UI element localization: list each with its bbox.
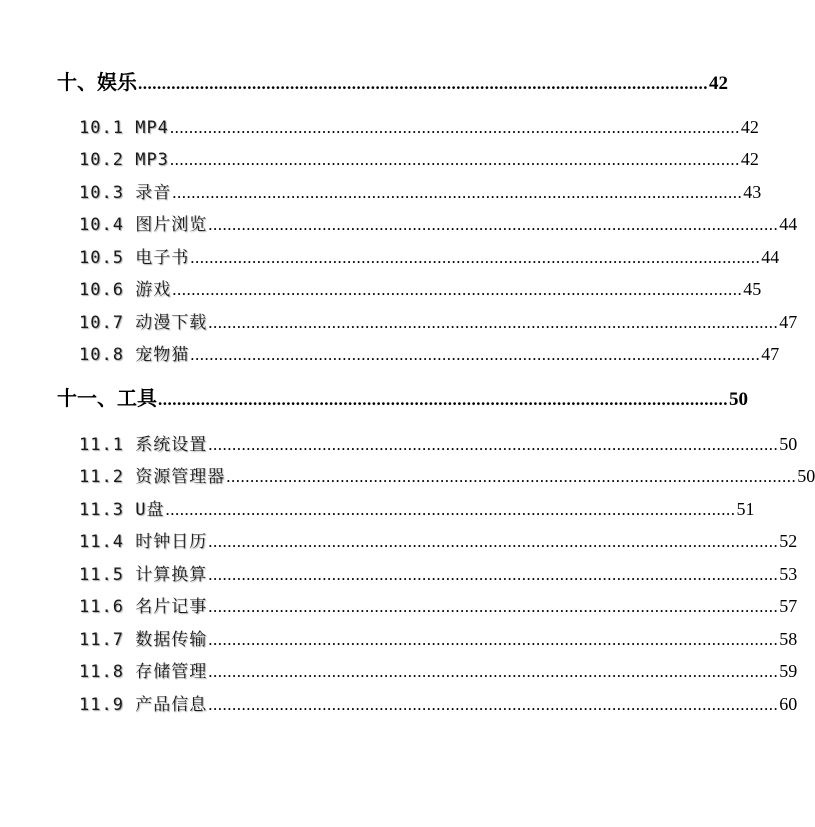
section-label: 10.5 电子书 [79,248,190,268]
section-label: 10.2 MP3 [79,150,169,170]
toc-section[interactable] [79,496,755,520]
page-number: 58 [779,629,798,649]
section-label: 11.8 存储管理 [79,662,208,682]
toc-section[interactable] [79,528,798,552]
dot-leader: ........................................................................................................................ [208,215,779,234]
page-number: 44 [779,214,798,234]
section-label: 11.2 资源管理器 [79,467,226,487]
page-number: 57 [779,596,798,616]
dot-leader: ........................................................................................................................ [208,435,779,454]
page-number: 59 [779,661,798,681]
dot-leader: ........................................................................................................................ [190,248,761,267]
dot-leader: ........................................................................................................................ [208,630,779,649]
page-number: 47 [761,344,780,364]
page-number: 52 [779,531,798,551]
page-number: 42 [709,73,728,94]
page-number: 44 [761,247,780,267]
page-number: 50 [779,434,798,454]
page-number: 42 [740,149,759,169]
section-label: 11.5 计算换算 [79,565,208,585]
dot-leader: ........................................................................................................................ [226,467,797,486]
dot-leader: ........................................................................................................................ [138,74,708,93]
dot-leader: ........................................................................................................................ [172,280,743,299]
section-label: 11.4 时钟日历 [79,532,208,552]
section-label: 10.1 MP4 [79,118,169,138]
dot-leader: ........................................................................................................................ [190,345,761,364]
toc-section[interactable] [79,211,798,235]
page-number: 50 [797,466,815,486]
toc-section[interactable] [79,114,759,138]
page-number: 42 [740,117,759,137]
page-number: 53 [779,564,798,584]
toc-chapter-10[interactable] [57,67,728,95]
page-number: 47 [779,312,798,332]
section-label: 11.1 系统设置 [79,435,208,455]
dot-leader: ........................................................................................................................ [169,118,740,137]
dot-leader: ........................................................................................................................ [165,500,736,519]
section-label: 10.6 游戏 [79,280,172,300]
toc-section[interactable] [79,626,798,650]
chapter-title: 十一、工具 [57,386,157,410]
dot-leader: ........................................................................................................................ [208,662,779,681]
section-label: 10.7 动漫下载 [79,313,208,333]
dot-leader: ........................................................................................................................ [208,565,779,584]
toc-section[interactable] [79,691,798,715]
dot-leader: ........................................................................................................................ [172,183,743,202]
toc-section[interactable] [79,658,798,682]
page-number: 51 [736,499,755,519]
toc-section[interactable] [79,341,780,365]
page-number: 45 [743,279,762,299]
toc-section[interactable] [79,561,798,585]
toc-section[interactable] [79,179,762,203]
section-label: 11.6 名片记事 [79,597,208,617]
dot-leader: ........................................................................................................................ [208,532,779,551]
toc-section[interactable] [79,309,798,333]
dot-leader: ........................................................................................................................ [208,597,779,616]
dot-leader: ........................................................................................................................ [169,150,740,169]
page-number: 50 [729,389,748,410]
section-label: 10.4 图片浏览 [79,215,208,235]
toc-chapter-11[interactable] [57,383,748,411]
toc-section[interactable] [79,146,759,170]
dot-leader: ........................................................................................................................ [208,313,779,332]
chapter-title: 十、娱乐 [57,70,137,94]
toc-section[interactable] [79,244,780,268]
section-label: 11.9 产品信息 [79,695,208,715]
dot-leader: ........................................................................................................................ [158,390,728,409]
toc-section[interactable] [79,463,815,487]
toc-section[interactable] [79,276,762,300]
toc-section[interactable] [79,431,798,455]
section-label: 10.8 宠物猫 [79,345,190,365]
section-label: 11.7 数据传输 [79,630,208,650]
toc-section[interactable] [79,593,798,617]
dot-leader: ........................................................................................................................ [208,695,779,714]
section-label: 10.3 录音 [79,183,172,203]
page-number: 43 [743,182,762,202]
page-number: 60 [779,694,798,714]
section-label: 11.3 U盘 [79,500,165,520]
